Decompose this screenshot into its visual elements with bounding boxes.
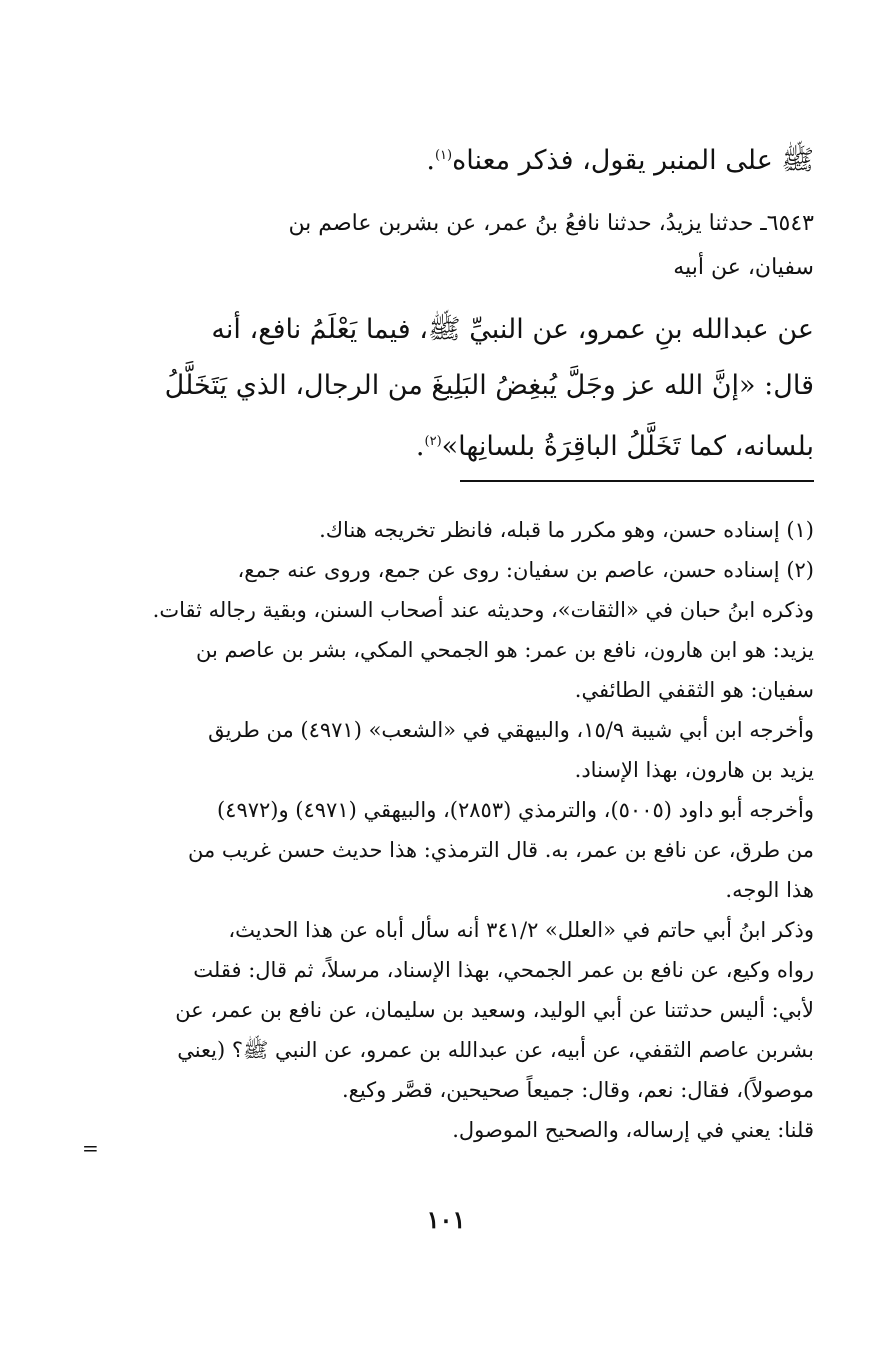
text-line: سفيان، عن أبيه	[673, 255, 814, 280]
text-line	[114, 128, 814, 189]
footnote-1: (١) إسناده حسن، وهو مكرر ما قبله، فانظر تخريجه هناك.	[319, 518, 814, 542]
footnote-reference: (٢)	[424, 434, 442, 449]
text-line: ٦٥٤٣ـ حدثنا يزيدُ، حدثنا نافعُ بنُ عمر، عن بشربن عاصم بن	[288, 211, 814, 236]
footnote-2-line: (٢) إسناده حسن، عاصم بن سفيان: روى عن جمع، وروى عنه جمع،	[237, 558, 814, 582]
footnote-ilal-line: موصولاً)، فقال: نعم، وقال: جميعاً صحيحين، قصَّر وكيع.	[341, 1078, 814, 1102]
footnote-separator	[460, 480, 814, 482]
footnote-ilal-line: بشربن عاصم الثقفي، عن أبيه، عن عبدالله بن عمرو، عن النبي ﷺ؟ (يعني	[177, 1038, 814, 1062]
footnote-qulna-line: قلنا: يعني في إرساله، والصحيح الموصول.	[452, 1118, 814, 1142]
hadith-text: بلسانه، كما تَخَلَّلُ الباقِرَةُ بلسانِها»	[441, 431, 814, 462]
footnote-ilal-line: وذكر ابنُ أبي حاتم في «العلل» ٣٤١/٢ أنه سأل أباه عن هذا الحديث،	[228, 918, 814, 942]
footnote-ilal-line: لأبي: أليس حدثتنا عن أبي الوليد، وسعيد بن سليمان، عن نافع بن عمر، عن	[175, 998, 814, 1022]
footnote-ilal-line: رواه وكيع، عن نافع بن عمر الجمحي، بهذا الإسناد، مرسلاً، ثم قال: فقلت	[193, 958, 814, 982]
continuation-mark: =	[82, 1136, 99, 1160]
footnote-yazid-line: سفيان: هو الثقفي الطائفي.	[574, 678, 814, 702]
hadith-isnad	[114, 202, 814, 290]
text-line: قال: «إنَّ الله عز وجَلَّ يُبغِضُ البَلِيغَ من الرجال، الذي يَتَخَلَّلُ	[164, 370, 814, 401]
footnote-takhrij-line: من طرق، عن نافع بن عمر، به. قال الترمذي: هذا حديث حسن غريب من	[187, 838, 814, 862]
hadith-text: ﷺ على المنبر يقول، فذكر معناه	[452, 145, 814, 176]
footnote-2-line: وذكره ابنُ حبان في «الثقات»، وحديثه عند أصحاب السنن، وبقية رجاله ثقات.	[152, 598, 814, 622]
page-number: ١٠١	[426, 1205, 466, 1234]
punctuation: .	[415, 431, 425, 462]
footnote-takhrij-line: وأخرجه أبو داود (٥٠٠٥)، والترمذي (٢٨٥٣)، والبيهقي (٤٩٧١) و(٤٩٧٢)	[216, 798, 814, 822]
punctuation: .	[426, 145, 435, 176]
footnote-yazid-line: يزيد: هو ابن هارون، نافع بن عمر: هو الجمحي المكي، بشر بن عاصم بن	[195, 638, 814, 662]
text-line: عن عبدالله بنِ عمرو، عن النبيِّ ﷺ، فيما يَعْلَمُ نافع، أنه	[211, 314, 814, 345]
previous-hadith-ending	[114, 128, 814, 189]
footnote-takhrij-line: يزيد بن هارون، بهذا الإسناد.	[574, 758, 814, 782]
footnote-takhrij-line: وأخرجه ابن أبي شيبة ١٥/٩، والبيهقي في «الشعب» (٤٩٧١) من طريق	[208, 718, 814, 742]
footnotes	[114, 510, 814, 1150]
hadith-matn	[114, 302, 814, 475]
footnote-reference: (١)	[434, 148, 453, 163]
footnote-takhrij-line: هذا الوجه.	[725, 878, 814, 902]
text-line	[114, 414, 814, 475]
